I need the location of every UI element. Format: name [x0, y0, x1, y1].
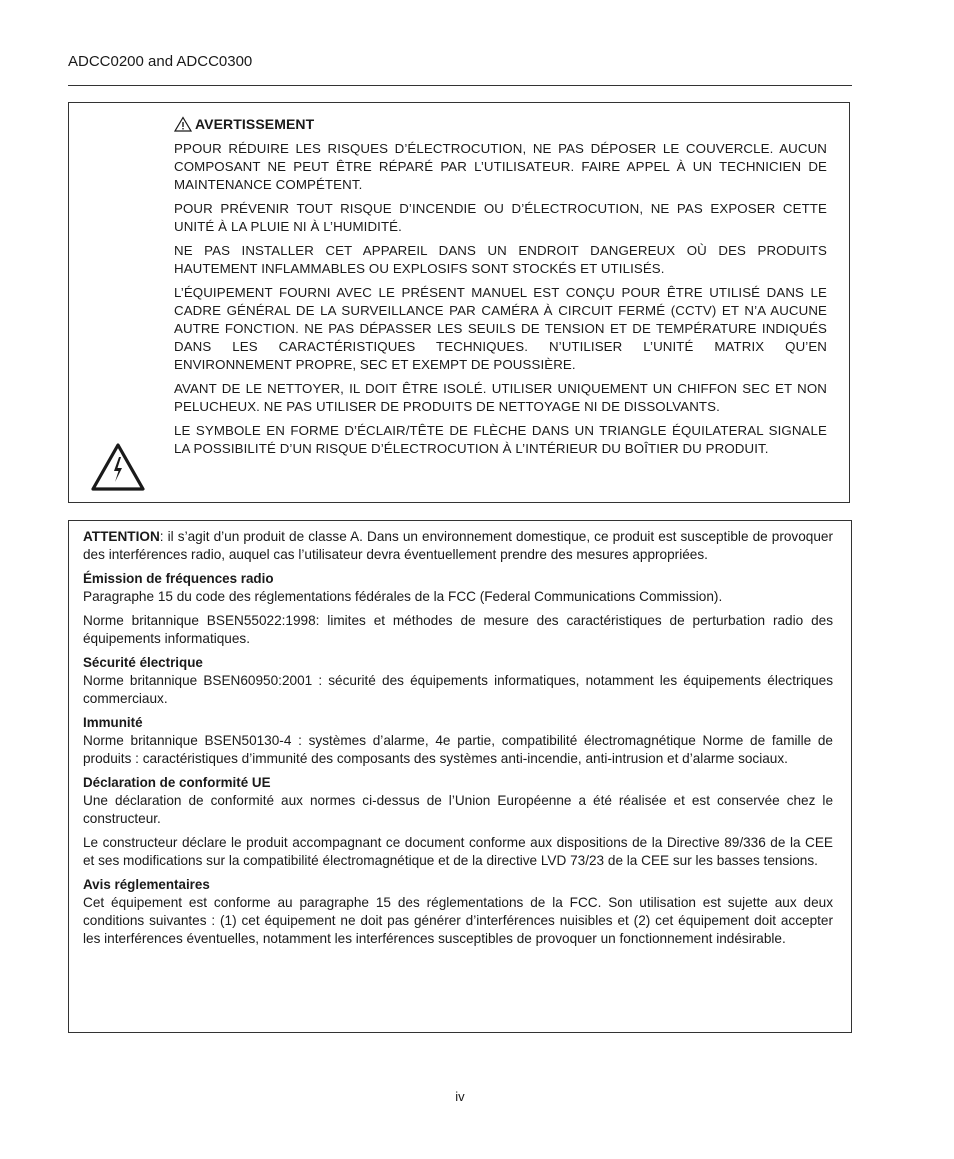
section-heading: Émission de fréquences radio: [83, 571, 274, 586]
warning-triangle-icon: [174, 116, 192, 132]
warning-paragraph: AVANT DE LE NETTOYER, IL DOIT ÊTRE ISOLÉ. UTILISER UNIQUEMENT UN CHIFFON SEC ET NON PELUCHEUX. NE PAS UTILISER DE PRODUITS DE NETTOYAGE NI DE DISSOLVANTS.: [174, 381, 827, 414]
section-paragraph: Une déclaration de conformité aux normes ci-dessus de l’Union Européenne a été réalisée et est conservée chez le constructeur.: [83, 793, 833, 826]
section-paragraph: Cet équipement est conforme au paragraphe 15 des réglementations de la FCC. Son utilisation est sujette aux deux conditions suivantes : (1) cet équipement ne doit pas générer d’interférences nuisibles et (2) cet équipement doit accepter les interférences éventuelles, notamment les interférences susceptibles de provoquer un fonctionnement indésirable.: [83, 895, 833, 946]
attention-paragraph: [83, 528, 833, 564]
header-divider: [68, 85, 852, 86]
section-paragraph: Norme britannique BSEN50130-4 : systèmes d’alarme, 4e partie, compatibilité électromagnétique Norme de famille de produits : caractéristiques d’immunité des composants des systèmes anti-incendie, anti-intrusion et d’alarme sociaux.: [83, 733, 833, 766]
section-paragraph: Le constructeur déclare le produit accompagnant ce document conforme aux dispositions de la Directive 89/336 de la CEE et ses modifications sur la compatibilité électromagnétique et de la directive LVD 73/23 de la CEE sur les basses tensions.: [83, 835, 833, 868]
lightning-triangle-icon: [90, 442, 146, 492]
section-paragraph: Norme britannique BSEN55022:1998: limites et méthodes de mesure des caractéristiques de perturbation radio des équipements informatiques.: [83, 613, 833, 646]
attention-text: : il s’agit d’un produit de classe A. Dans un environnement domestique, ce produit est susceptible de provoquer des interférences radio, auquel cas l’utilisateur devra éventuellement prendre des mesures appropriées.: [83, 529, 833, 562]
page-number: iv: [455, 1089, 465, 1104]
warning-heading: [174, 115, 827, 133]
section-heading: Sécurité électrique: [83, 655, 203, 670]
attention-box: [68, 520, 852, 1033]
warning-paragraph: POUR PRÉVENIR TOUT RISQUE D’INCENDIE OU D’ÉLECTROCUTION, NE PAS EXPOSER CETTE UNITÉ À LA PLUIE NI À L’HUMIDITÉ.: [174, 201, 827, 234]
attention-label: ATTENTION: [83, 529, 160, 544]
section-heading: Déclaration de conformité UE: [83, 775, 271, 790]
warning-paragraph: LE SYMBOLE EN FORME D’ÉCLAIR/TÊTE DE FLÈCHE DANS UN TRIANGLE ÉQUILATERAL SIGNALE LA POSSIBILITÉ D’UN RISQUE D’ÉLECTROCUTION À L’INTÉRIEUR DU BOÎTIER DU PRODUIT.: [174, 423, 827, 456]
section-heading: Immunité: [83, 715, 143, 730]
section-heading: Avis réglementaires: [83, 877, 210, 892]
document-header-title: ADCC0200 and ADCC0300: [68, 53, 253, 70]
warning-content: [174, 115, 827, 464]
warning-paragraph: NE PAS INSTALLER CET APPAREIL DANS UN ENDROIT DANGEREUX OÙ DES PRODUITS HAUTEMENT INFLAMMABLES OU EXPLOSIFS SONT STOCKÉS ET UTILISÉS.: [174, 243, 827, 276]
section-paragraph: Paragraphe 15 du code des réglementations fédérales de la FCC (Federal Communications Commission).: [83, 589, 723, 604]
attention-content: [83, 528, 833, 948]
warning-paragraph: PPOUR RÉDUIRE LES RISQUES D’ÉLECTROCUTION, NE PAS DÉPOSER LE COUVERCLE. AUCUN COMPOSANT NE PEUT ÊTRE RÉPARÉ PAR L’UTILISATEUR. FAIRE APPEL À UN TECHNICIEN DE MAINTENANCE COMPÉTENT.: [174, 141, 827, 192]
warning-paragraph: L’ÉQUIPEMENT FOURNI AVEC LE PRÉSENT MANUEL EST CONÇU POUR ÊTRE UTILISÉ DANS LE CADRE GÉNÉRAL DE LA SURVEILLANCE PAR CAMÉRA À CIRCUIT FERMÉ (CCTV) ET N’A AUCUNE AUTRE FONCTION. NE PAS DÉPASSER LES SEUILS DE TENSION ET DE TEMPÉRATURE INDIQUÉS DANS LES CARACTÉRISTIQUES TECHNIQUES. N’UTILISER L’UNITÉ MATRIX QU’EN ENVIRONNEMENT PROPRE, SEC ET EXEMPT DE POUSSIÈRE.: [174, 285, 827, 372]
section-paragraph: Norme britannique BSEN60950:2001 : sécurité des équipements informatiques, notamment les équipements électriques commerciaux.: [83, 673, 833, 706]
warning-box: [68, 102, 850, 503]
warning-heading-label: AVERTISSEMENT: [195, 116, 315, 132]
